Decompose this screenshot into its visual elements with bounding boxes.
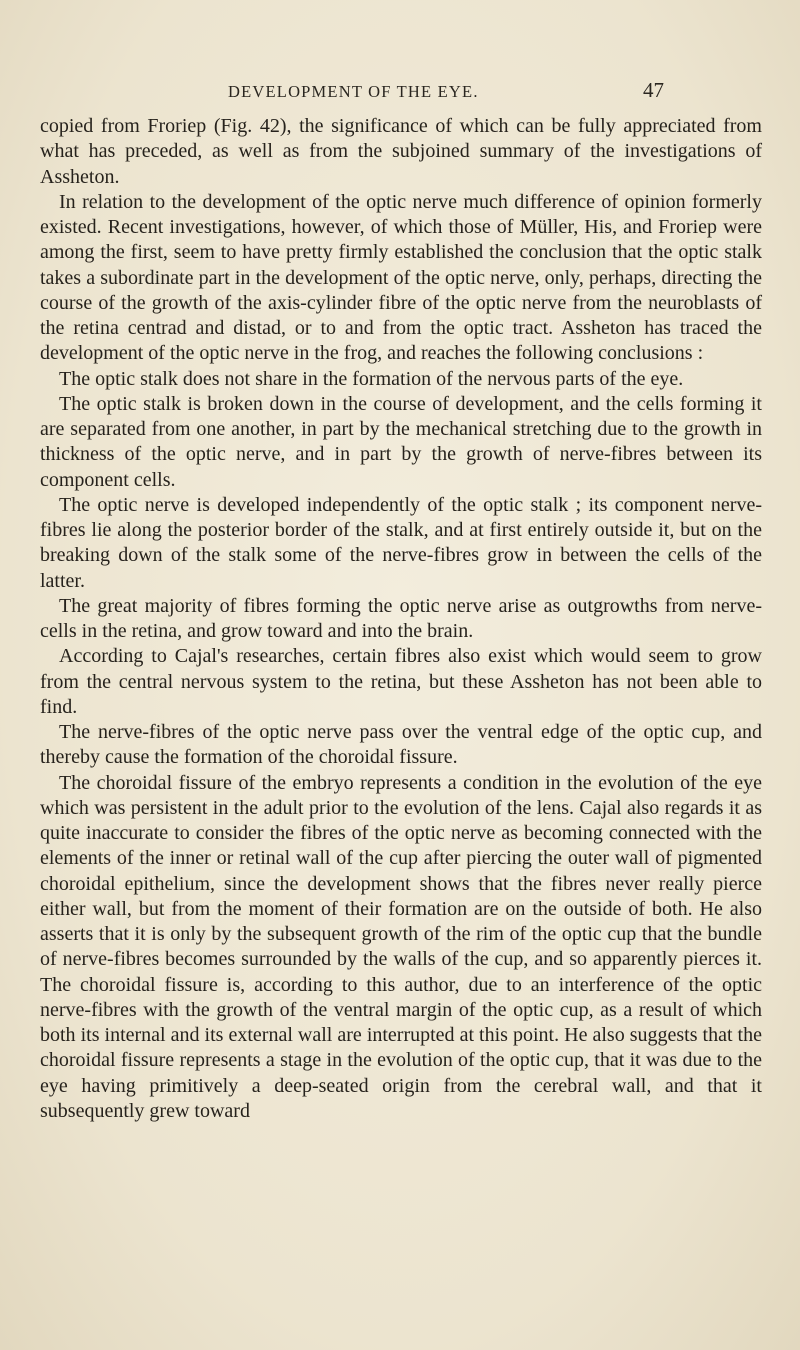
paragraph: copied from Froriep (Fig. 42), the significance of which can be fully appreciated from what has preceded, as well as from the subjoined summary of the investigations of Assheton.	[40, 115, 762, 188]
paragraph: The nerve-fibres of the optic nerve pass over the ventral edge of the optic cup, and thereby cause the formation of the choroidal fissure.	[40, 721, 762, 769]
paragraph: In relation to the development of the optic nerve much difference of opinion formerly existed. Recent investigations, however, of which those of Müller, His, and Froriep were among the first, seem to have pretty firmly established the conclusion that the optic stalk takes a subordinate part in the development of the optic nerve, only, perhaps, directing the course of the growth of the axis-cylinder fibre of the optic nerve from the neuroblasts of the retina centrad and distad, or to and from the optic tract. Assheton has traced the development of the optic nerve in the frog, and reaches the following conclusions :	[40, 190, 762, 365]
paragraph: The choroidal fissure of the embryo represents a condition in the evolution of the eye which was persistent in the adult prior to the evolution of the lens. Cajal also regards it as quite inaccurate to consider the fibres of the optic nerve as becoming connected with the elements of the inner or retinal wall of the cup after piercing the outer wall of pigmented choroidal epithelium, since the development shows that the fibres never really pierce either wall, but from the moment of their formation are on the outside of both. He also asserts that it is only by the subsequent growth of the rim of the optic cup that the bundle of nerve-fibres becomes surrounded by the walls of the cup, and so apparently pierces it. The choroidal fissure is, according to this author, due to an interference of the optic nerve-fibres with the growth of the ventral margin of the optic cup, as a result of which both its internal and its external wall are interrupted at this point. He also suggests that the choroidal fissure represents a stage in the evolution of the optic cup, that it was due to the eye having primitively a deep-seated origin from the cerebral wall, and that it subsequently grew toward	[40, 771, 762, 1122]
body-text	[40, 114, 762, 1124]
paragraph: The great majority of fibres forming the optic nerve arise as outgrowths from nerve-cells in the retina, and grow toward and into the brain.	[40, 594, 762, 642]
paragraph: The optic stalk is broken down in the course of development, and the cells forming it are separated from one another, in part by the mechanical stretching due to the growth in thickness of the optic nerve, and in part by the growth of nerve-fibres between its component cells.	[40, 392, 762, 491]
paragraph: The optic stalk does not share in the formation of the nervous parts of the eye.	[59, 367, 684, 390]
paragraph: The optic nerve is developed independently of the optic stalk ; its component nerve-fibres lie along the posterior border of the stalk, and at first entirely outside it, but on the breaking down of the stalk some of the nerve-fibres grow in between the cells of the latter.	[40, 493, 762, 592]
page-header	[0, 78, 800, 106]
running-head: DEVELOPMENT OF THE EYE.	[228, 82, 479, 101]
paragraph: According to Cajal's researches, certain fibres also exist which would seem to grow from the central nervous system to the retina, but these Assheton has not been able to find.	[40, 645, 762, 718]
page-number: 47	[643, 78, 664, 102]
